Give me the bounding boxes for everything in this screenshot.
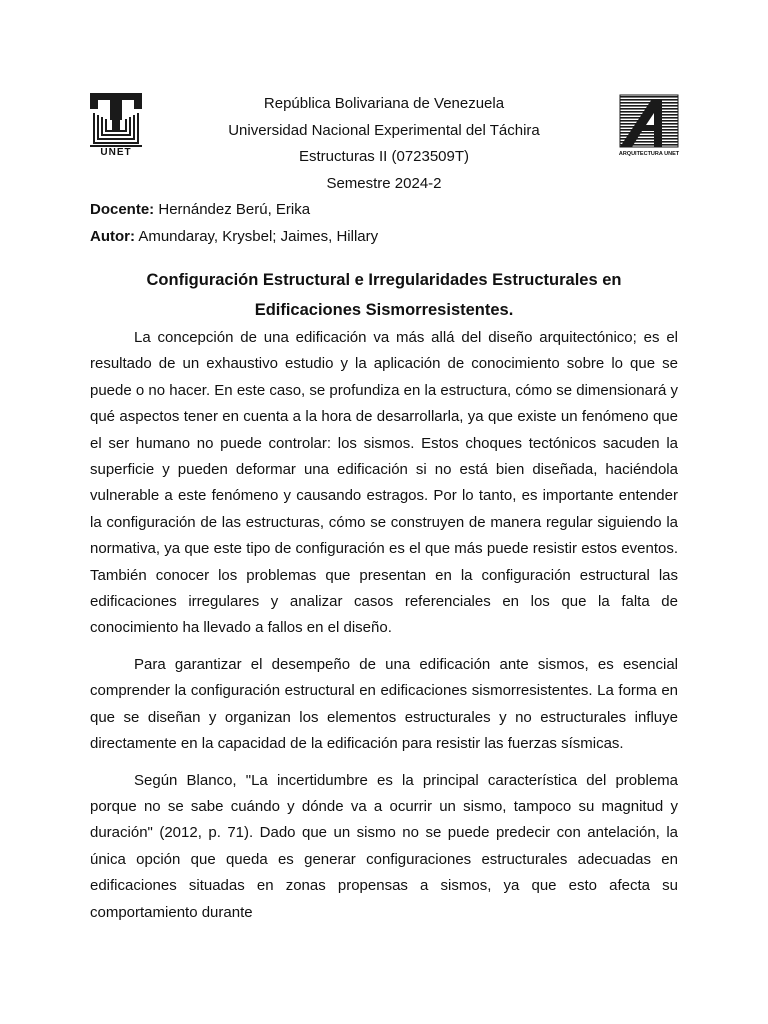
body-paragraph-3: Según Blanco, "La incertidumbre es la principal característica del problema porque no se sabe cuándo y dónde va a ocurrir un sismo, tampoco su magnitud y duración" (2012, p. 71). Dado que un sismo no se puede predecir con antelación, la única opción que queda es generar configuraciones estructurales adecuadas en edificaciones situadas en zonas propensas a sismos, ya que esto afecta su comportamiento durante [90, 771, 678, 921]
autor-line [90, 223, 378, 250]
title-line-2: Edificaciones Sismorresistentes. [254, 301, 514, 319]
institution-header [150, 91, 618, 197]
autor-label: Autor: [90, 228, 135, 245]
header-university: Universidad Nacional Experimental del Táchira [228, 121, 540, 139]
header-semester: Semestre 2024-2 [326, 174, 442, 192]
autor-value: Amundaray, Krysbel; Jaimes, Hillary [135, 228, 379, 245]
unet-logo-text: UNET [100, 147, 132, 158]
document-title [90, 265, 678, 325]
document-body [90, 325, 678, 926]
docente-line [90, 196, 378, 223]
docente-label: Docente: [90, 201, 155, 218]
title-line-1: Configuración Estructural e Irregularidades Estructurales en [146, 271, 622, 289]
header-country: República Bolivariana de Venezuela [263, 95, 505, 112]
docente-value: Hernández Berú, Erika [154, 201, 311, 218]
body-paragraph-2: Para garantizar el desempeño de una edificación ante sismos, es esencial comprender la configuración estructural en edificaciones sismorresistentes. La forma en que se diseñan y organizan los elementos estructurales y no estructurales influye directamente en la capacidad de la edificación para resistir las fuerzas sísmicas. [90, 655, 678, 753]
header-course: Estructuras II (0723509T) [298, 148, 470, 165]
document-meta [90, 196, 378, 250]
arquitectura-unet-logo-text: ARQUITECTURA UNET [618, 151, 680, 157]
body-paragraph-1: La concepción de una edificación va más allá del diseño arquitectónico; es el resultado de un exhaustivo estudio y la aplicación de conocimiento sobre lo que se puede o no hacer. En este caso, se profundiza en la estructura, cómo se dimensionará y qué aspectos tener en cuenta a la hora de desarrollarla, ya que existe un fenómeno que el ser humano no puede controlar: los sismos. Estos choques tectónicos sacuden la superficie y pueden deformar una edificación si no está bien diseñada, haciéndola vulnerable a este fenómeno y causando estragos. Por lo tanto, es importante entender la configuración de las estructuras, cómo se construyen de manera regular siguiendo la normativa, ya que este tipo de configuración es el que más puede resistir estos eventos. También conocer los problemas que presentan en la configuración estructural las edificaciones irregulares y analizar casos referenciales en los que la falta de conocimiento ha llevado a fallos en el diseño. [90, 329, 678, 637]
arquitectura-unet-logo-icon [618, 93, 680, 159]
unet-logo-icon [90, 93, 142, 159]
